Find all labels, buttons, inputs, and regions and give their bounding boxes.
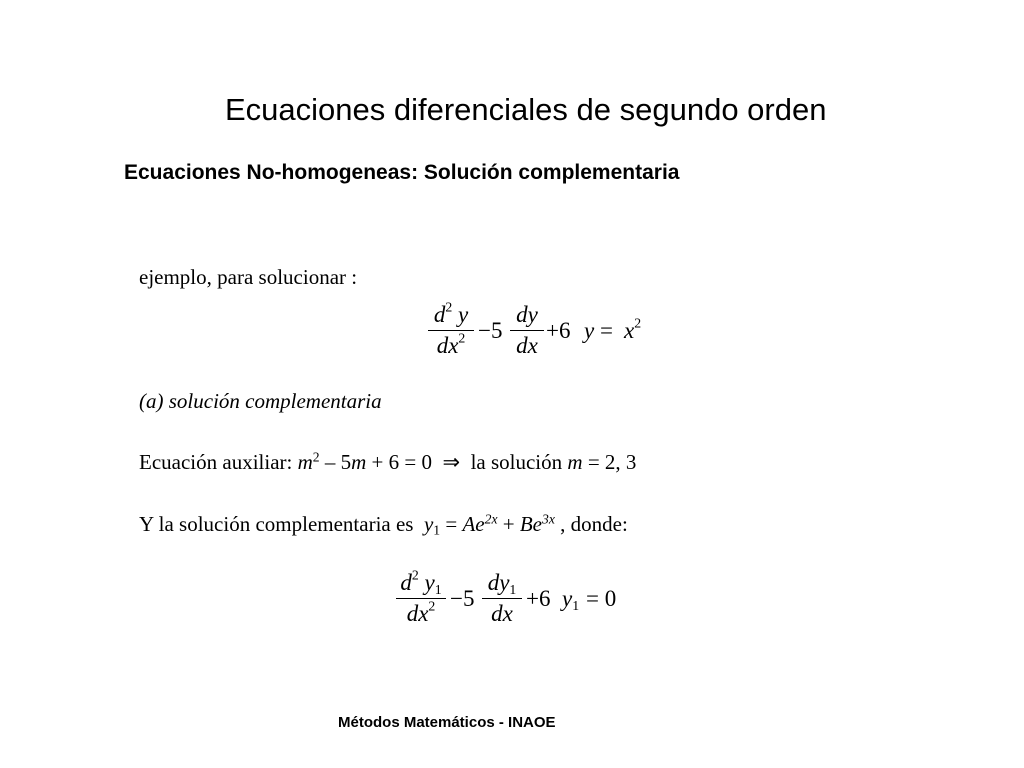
comp-plus: + xyxy=(502,512,515,536)
eq1-dx-exponent: 2 xyxy=(458,330,466,346)
part-a-heading xyxy=(139,389,382,414)
eq2-dx-exponent: 2 xyxy=(428,598,436,614)
equation-1 xyxy=(428,299,658,372)
eq1-dy: dy xyxy=(516,302,538,327)
eq1-x: x xyxy=(624,318,635,343)
eq1-equals: = xyxy=(600,318,613,343)
part-a-label: (a) xyxy=(139,389,164,413)
aux-exponent: 2 xyxy=(312,449,320,465)
auxiliary-equation xyxy=(139,450,636,475)
aux-m: m xyxy=(297,450,313,474)
equation-2-fraction-first-derivative xyxy=(482,570,522,627)
eq2-d-exponent: 2 xyxy=(411,567,419,583)
eq1-dx-2: dx xyxy=(516,333,538,358)
slide-subtitle: Ecuaciones No-homogeneas: Solución complementaria xyxy=(124,161,680,184)
complementary-label: Y la solución complementaria es xyxy=(139,512,414,536)
aux-m-2: m xyxy=(351,450,367,474)
fraction-bar xyxy=(482,598,522,599)
complementary-solution xyxy=(139,512,628,537)
eq1-y: y xyxy=(457,302,469,327)
intro-text: ejemplo, para solucionar : xyxy=(139,265,358,289)
eq1-d-exponent: 2 xyxy=(445,299,453,315)
eq1-minus-five: −5 xyxy=(478,318,503,343)
equation-2 xyxy=(396,567,636,640)
eq2-y: y xyxy=(424,570,435,595)
eq2-plus-six: +6 xyxy=(526,586,551,611)
comp-tail: , donde: xyxy=(560,512,628,536)
fraction-bar xyxy=(510,330,544,331)
aux-label: Ecuación auxiliar: xyxy=(139,450,293,474)
eq2-d: d xyxy=(400,570,412,595)
fraction-bar xyxy=(396,598,446,599)
eq2-dy: dy xyxy=(487,570,510,595)
eq2-dy-subscript: 1 xyxy=(509,582,517,598)
eq1-y-term: y xyxy=(584,318,595,343)
aux-solution-label: la solución xyxy=(470,450,563,474)
eq2-y-subscript: 1 xyxy=(434,582,442,598)
equation-1-fraction-first-derivative xyxy=(510,302,544,359)
eq1-dx: dx xyxy=(436,333,459,358)
comp-A-exponent: 2x xyxy=(484,511,498,527)
comp-B-exponent: 3x xyxy=(542,511,555,527)
slide-title: Ecuaciones diferenciales de segundo orden xyxy=(225,92,827,127)
part-a-text: solución complementaria xyxy=(168,389,382,413)
equation-2-fraction-second-derivative xyxy=(396,567,446,627)
eq2-equals-zero: = 0 xyxy=(586,586,617,611)
aux-solution-values: = 2, 3 xyxy=(587,450,637,474)
eq2-y-term-subscript: 1 xyxy=(572,598,580,614)
aux-m-3: m xyxy=(567,450,583,474)
eq2-y-term: y xyxy=(562,586,573,611)
comp-B-term: Be xyxy=(519,512,542,536)
eq1-d: d xyxy=(433,302,446,327)
eq1-x-exponent: 2 xyxy=(634,315,642,331)
eq1-plus-six: +6 xyxy=(546,318,571,343)
comp-A-term: Ae xyxy=(462,512,485,536)
comp-y: y xyxy=(423,512,434,536)
eq2-minus-five: −5 xyxy=(450,586,475,611)
aux-rest: + 6 = 0 xyxy=(371,450,432,474)
fraction-bar xyxy=(428,330,474,331)
equation-1-fraction-second-derivative xyxy=(428,299,474,359)
eq2-dx: dx xyxy=(406,601,429,626)
aux-minus-five: – 5 xyxy=(324,450,352,474)
implies-icon: ⇒ xyxy=(442,450,461,474)
slide-footer: Métodos Matemáticos - INAOE xyxy=(338,714,556,731)
comp-y-subscript: 1 xyxy=(433,522,441,538)
comp-equals: = xyxy=(445,512,458,536)
eq2-dx-2: dx xyxy=(491,601,513,626)
